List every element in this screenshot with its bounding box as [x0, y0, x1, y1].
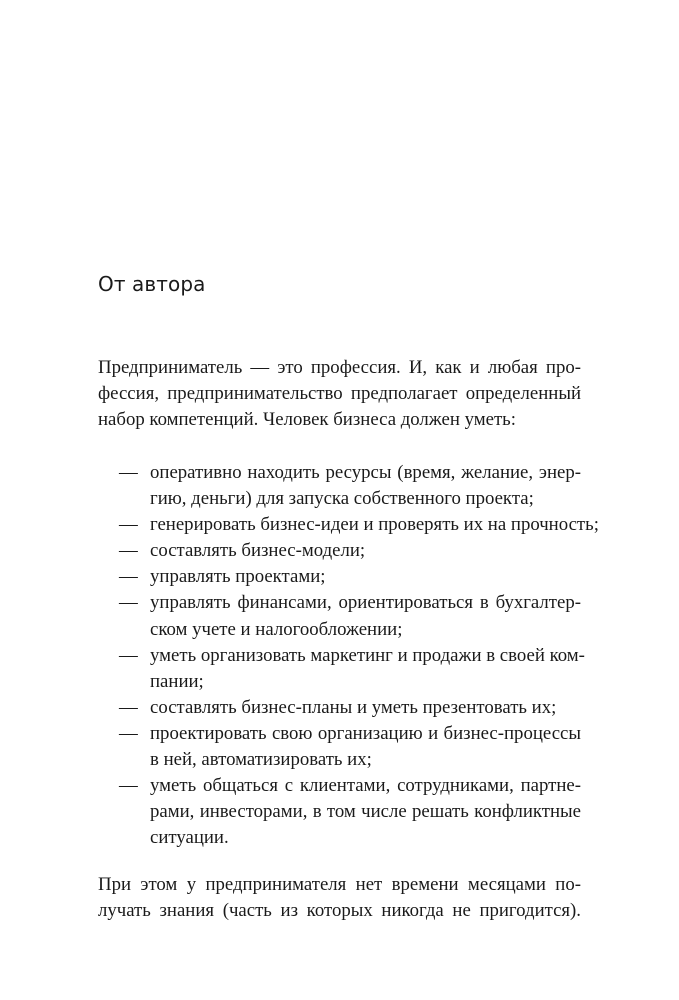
list-dash: —	[119, 514, 138, 536]
list-dash: —	[119, 592, 138, 614]
list-item-line: оперативно находить ресурсы (время, желание, энер-	[150, 462, 581, 483]
list-item	[98, 773, 581, 851]
list-dash: —	[119, 775, 138, 797]
list-item-line: ситуации.	[150, 827, 229, 849]
list-item-line: проектировать свою организацию и бизнес-процессы	[150, 722, 581, 744]
closing-paragraph	[98, 872, 581, 924]
list-item-line: гию, деньги) для запуска собственного проекта;	[150, 488, 534, 510]
paragraph-line: фессия, предпринимательство предполагает определенный	[98, 383, 581, 405]
list-item-line: в ней, автоматизировать их;	[150, 749, 372, 771]
paragraph-line: лучать знания (часть из которых никогда не пригодится).	[98, 900, 581, 922]
list-dash: —	[119, 644, 138, 666]
list-item-line: генерировать бизнес-идеи и проверять их на прочность;	[150, 514, 599, 536]
list-item	[98, 721, 581, 773]
list-item-line: пании;	[150, 670, 204, 692]
list-dash: —	[119, 722, 138, 744]
list-dash: —	[119, 566, 138, 588]
paragraph-line: набор компетенций. Человек бизнеса должен уметь:	[98, 409, 516, 431]
list-dash: —	[119, 696, 138, 718]
list-item	[98, 538, 581, 564]
list-item	[98, 590, 581, 642]
list-item-line: управлять проектами;	[150, 566, 326, 588]
list-item-line: управлять финансами, ориентироваться в бухгалтер-	[150, 592, 581, 614]
section-heading: От автора	[98, 272, 206, 296]
list-item-line: ском учете и налогообложении;	[150, 618, 403, 640]
list-item-line: уметь общаться с клиентами, сотрудниками, партне-	[150, 775, 581, 797]
list-item-line: составлять бизнес-планы и уметь презентовать их;	[150, 696, 557, 718]
competency-list	[98, 460, 599, 851]
list-item-line: составлять бизнес-модели;	[150, 540, 366, 562]
list-item	[98, 643, 585, 695]
list-item	[98, 460, 581, 512]
list-item	[98, 564, 581, 590]
paragraph-line: При этом у предпринимателя нет времени месяцами по-	[98, 874, 581, 895]
list-item-line: рами, инвесторами, в том числе решать конфликтные	[150, 801, 581, 823]
intro-paragraph	[98, 355, 581, 433]
list-item	[98, 512, 599, 538]
list-dash: —	[119, 540, 138, 562]
list-dash: —	[119, 462, 138, 483]
paragraph-line: Предприниматель — это профессия. И, как и любая про-	[98, 357, 581, 378]
list-item	[98, 695, 581, 721]
list-item-line: уметь организовать маркетинг и продажи в своей ком-	[150, 644, 585, 666]
